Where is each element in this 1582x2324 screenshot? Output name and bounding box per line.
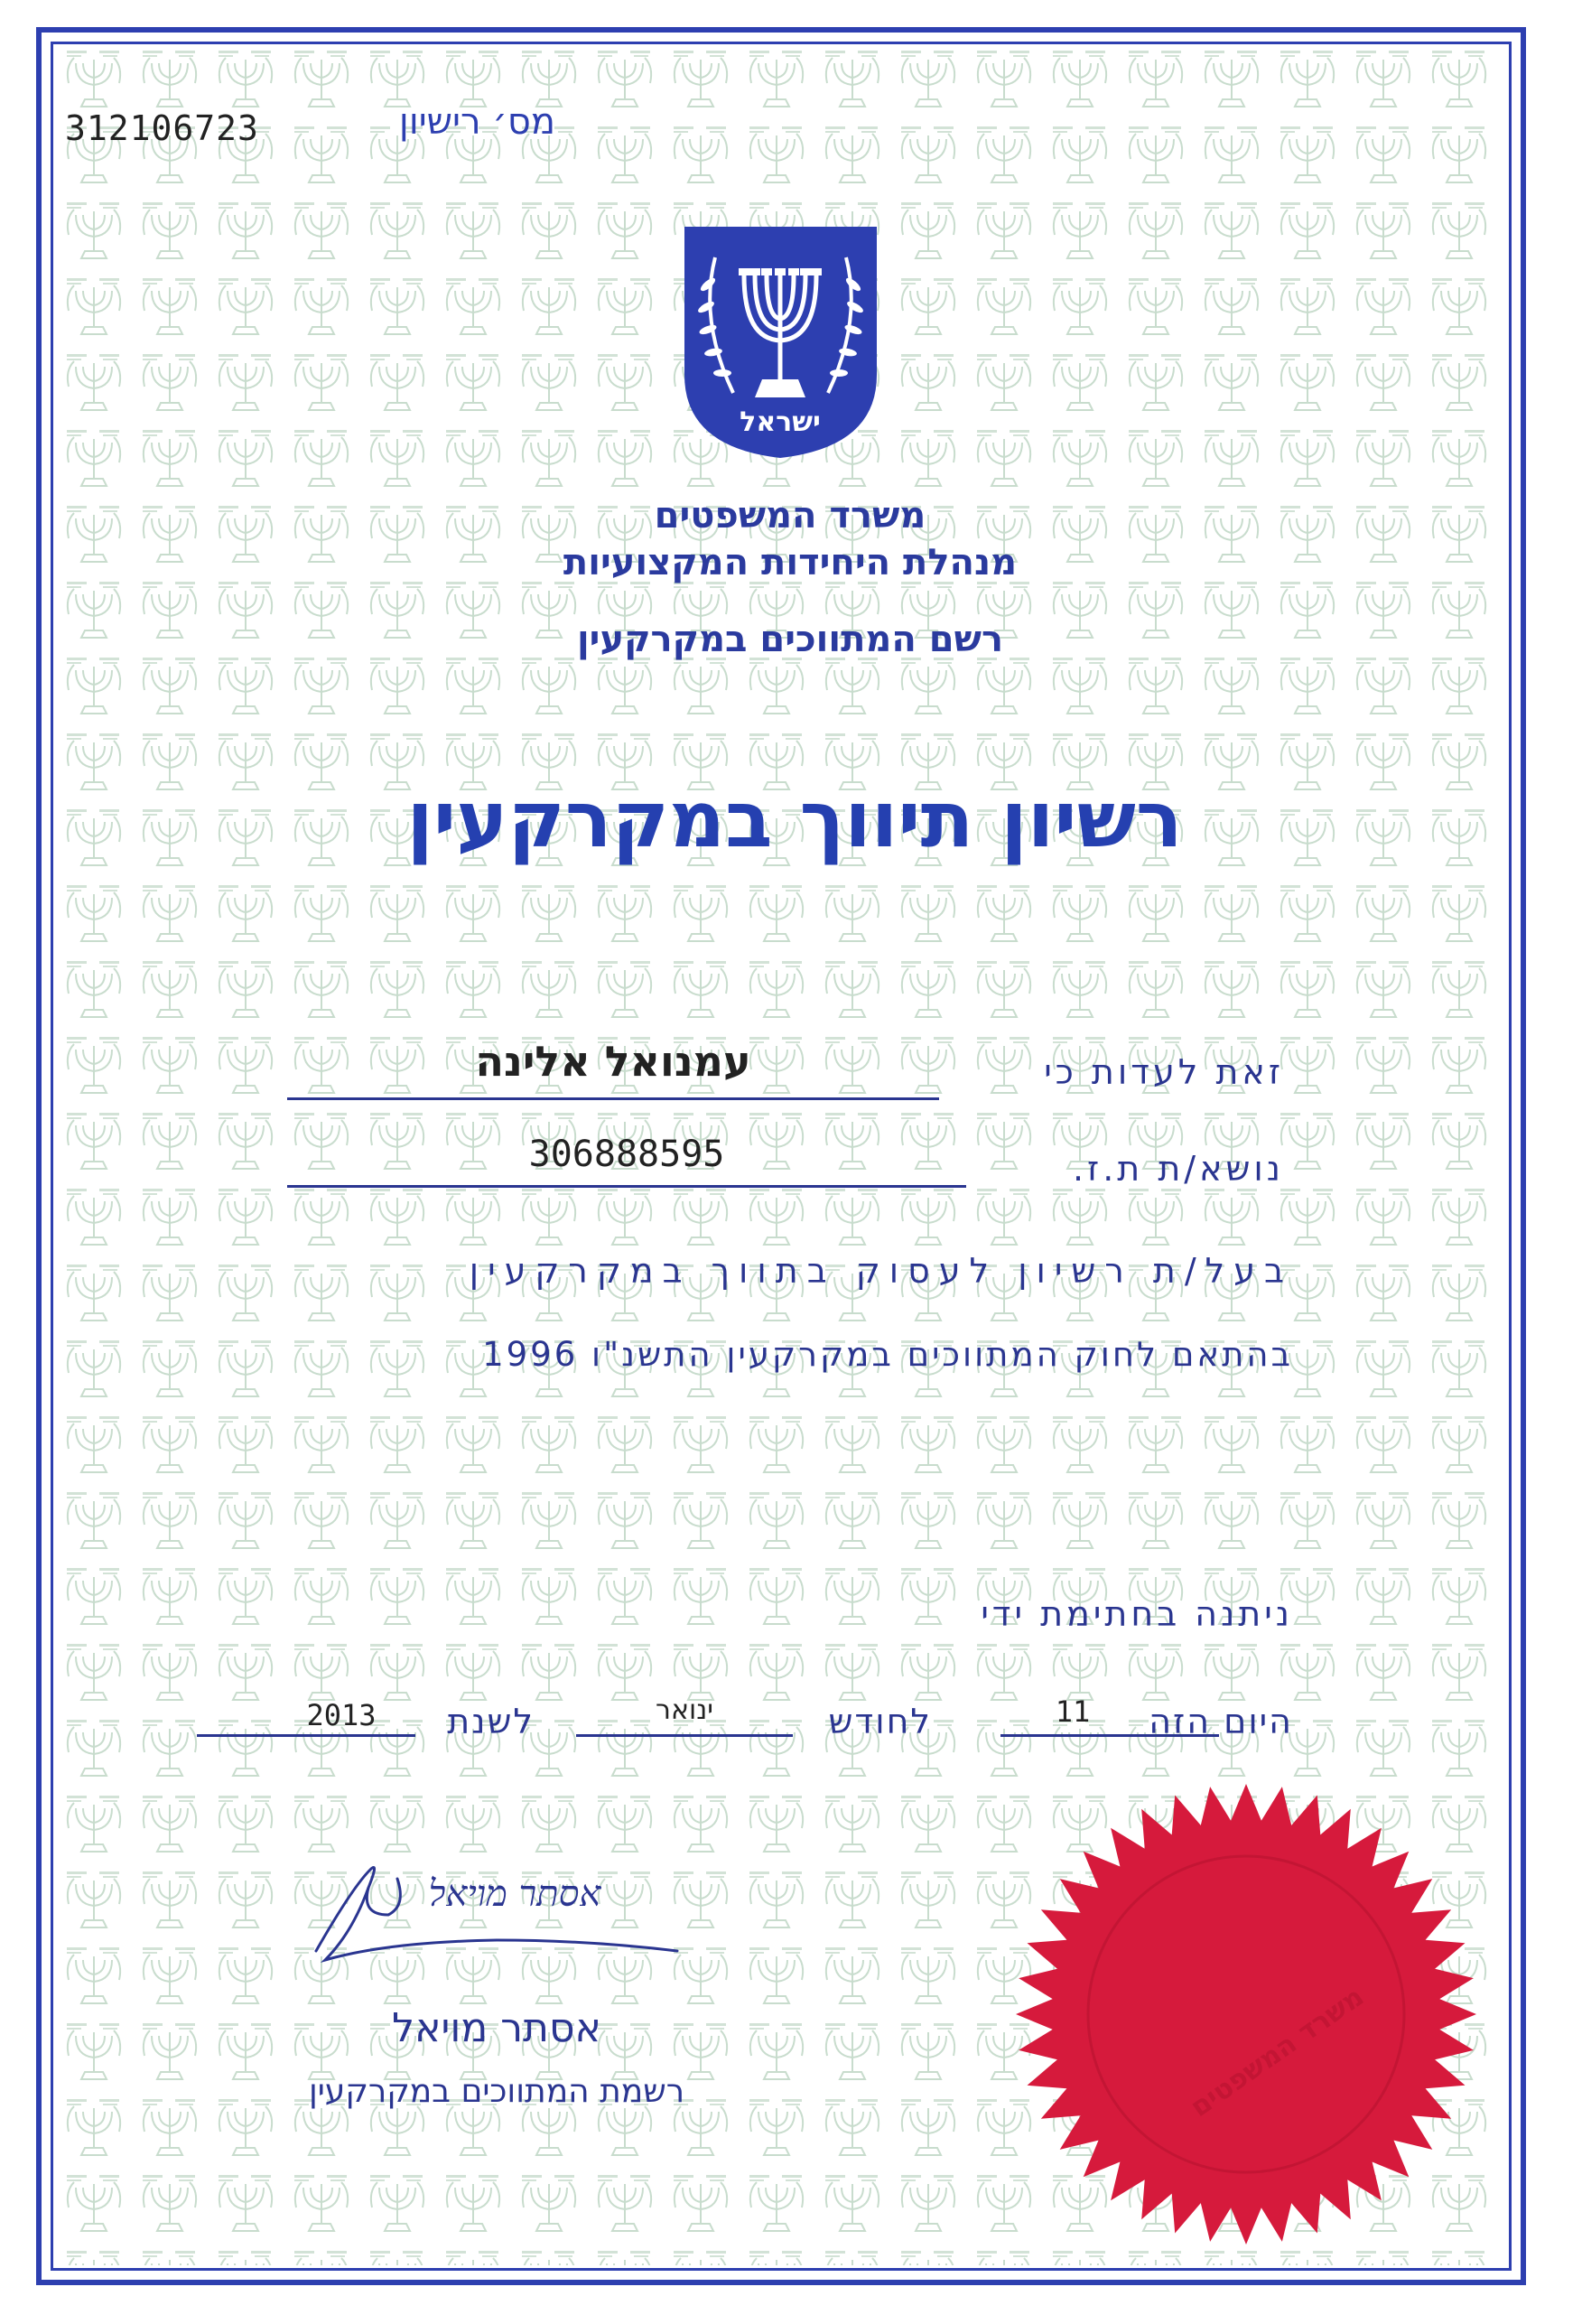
- holder-name-line: [287, 1097, 939, 1100]
- day-value: 11: [1055, 1694, 1091, 1729]
- id-label: נושא/ת ת.ז.: [1072, 1149, 1284, 1189]
- year-label: לשנת: [447, 1702, 535, 1741]
- red-starburst-seal-icon: [1011, 1779, 1481, 2249]
- id-number-line: [287, 1185, 966, 1188]
- state-of-israel-emblem-icon: [679, 221, 882, 461]
- signer-name: אסתר מויאל: [392, 2005, 601, 2051]
- emblem-caption: ישראל: [740, 406, 821, 438]
- year-line: [197, 1734, 415, 1737]
- month-label: לחודש: [828, 1702, 932, 1741]
- registrar-name: רשם המתווכים במקרקעין: [576, 619, 1004, 660]
- license-statement: בעל/ת רשיון לעסוק בתווך במקרקעין: [469, 1251, 1293, 1291]
- signature-handwriting: אסתר מויאל: [428, 1873, 601, 1915]
- division-name: מנהלת היחידות המקצועיות: [563, 542, 1018, 583]
- id-number: 306888595: [528, 1134, 725, 1175]
- day-line: [1000, 1734, 1219, 1737]
- certify-label: זאת לעדות כי: [1044, 1052, 1284, 1092]
- document-title: רשיון תיווך במקרקעין: [406, 775, 1183, 865]
- license-number: 312106723: [65, 108, 259, 148]
- holder-name: עמנואל אלינה: [475, 1037, 751, 1086]
- handwritten-signature: [298, 1852, 695, 1996]
- signer-title: רשמת המתווכים במקרקעין: [308, 2073, 685, 2110]
- seal-text: משרד המשפטים: [1185, 1981, 1370, 2124]
- ministry-name: משרד המשפטים: [654, 495, 926, 537]
- signed-label: ניתנה בחתימת ידי: [981, 1594, 1293, 1634]
- day-label: היום הזה: [1149, 1702, 1293, 1741]
- law-statement: בהתאם לחוק המתווכים במקרקעין התשנ"ו 1996: [482, 1335, 1293, 1374]
- month-line: [576, 1734, 793, 1737]
- year-value: 2013: [306, 1698, 377, 1732]
- month-value: ינואר: [656, 1694, 713, 1726]
- license-number-label: מס׳ רישיון: [398, 101, 555, 143]
